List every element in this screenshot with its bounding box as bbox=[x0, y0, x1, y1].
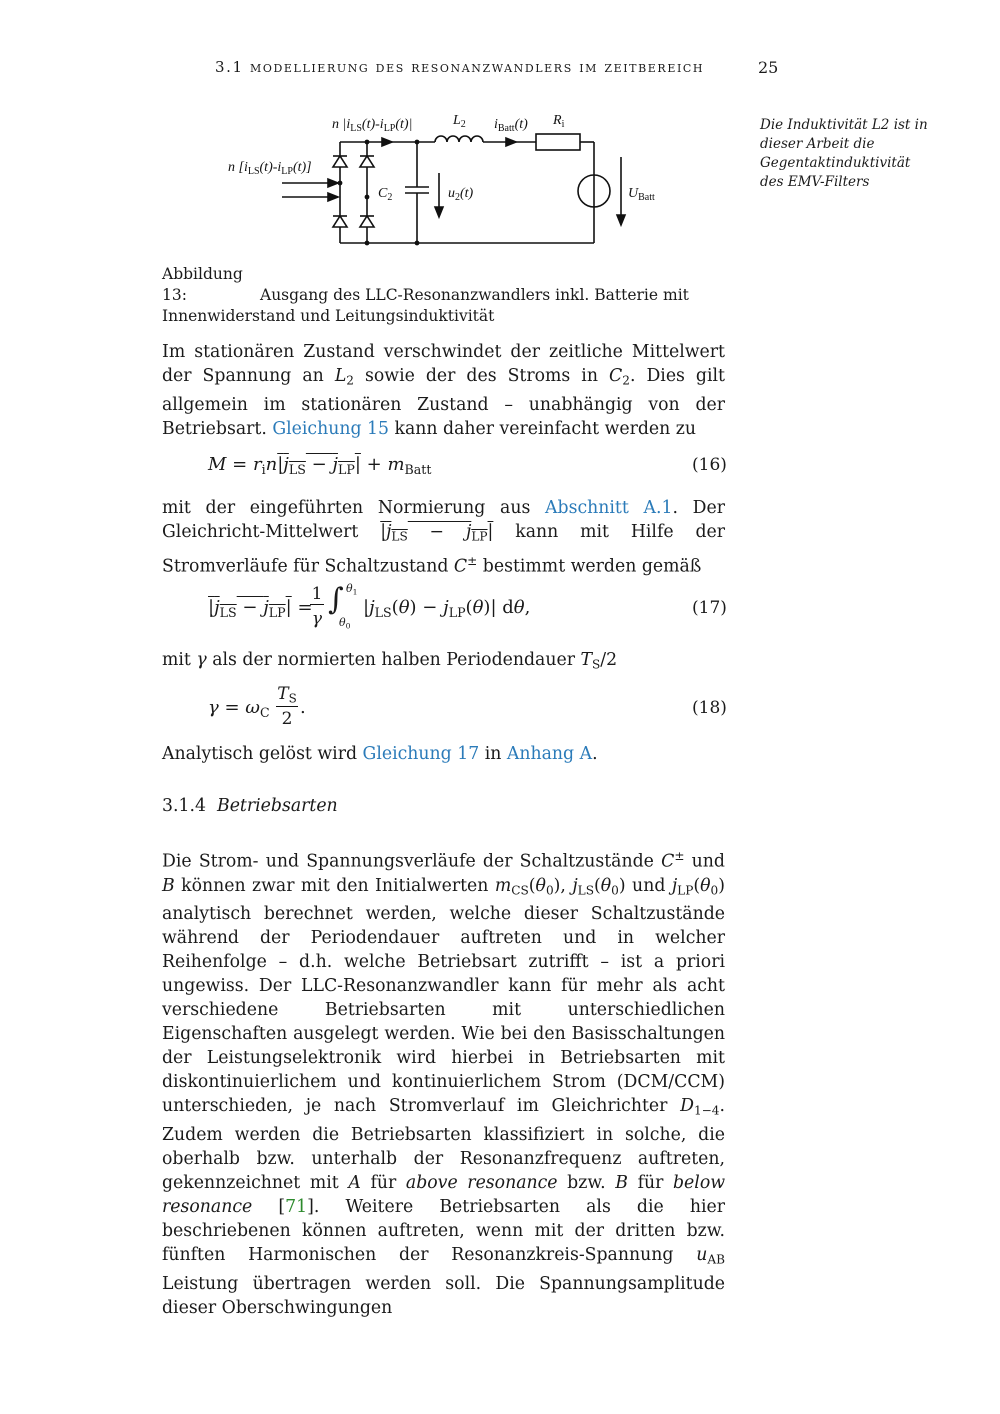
ubatt-arrow bbox=[617, 215, 625, 225]
link-gleichung-17[interactable]: Gleichung 17 bbox=[362, 744, 480, 764]
resistor-ri bbox=[536, 134, 580, 150]
diode-d4 bbox=[360, 216, 374, 227]
input-arrow-top bbox=[328, 179, 338, 187]
inductor-l2 bbox=[435, 136, 483, 142]
paragraph-1: Im stationären Zustand verschwindet der zeitliche Mittelwert der Spannung an $L_2$ sowie der des Stroms in $C_2$. Dies gilt allgemein im stationären Zustand – unabhängig von der Betriebsart. Gleichung 15 kann daher vereinfacht werden zu bbox=[162, 342, 725, 439]
label-c2: $C_2$ bbox=[378, 186, 393, 203]
circuit-diagram bbox=[220, 105, 680, 255]
paragraph-3: mit γ als der normierten halben Periodendauer $T_S/2$ bbox=[162, 650, 618, 672]
input-arrow-bottom bbox=[328, 193, 338, 201]
page-number: 25 bbox=[758, 58, 779, 77]
link-anhang-a[interactable]: Anhang A bbox=[506, 744, 593, 764]
equation-17: $|j_{LS} - j_{LP}|$ = 1 γ ∫ $\theta_1$ $\theta_0$ $|j_{LS}(\theta) - j_{LP}(\theta)|$ dθ, bbox=[208, 582, 531, 631]
section-number: 3.1.4 bbox=[162, 796, 206, 816]
link-gleichung-15[interactable]: Gleichung 15 bbox=[272, 418, 390, 439]
battery-current-arrow bbox=[506, 138, 516, 146]
equation-16: $M = r_in|j_{LS} - j_{LP}| + m_{Batt}$ bbox=[208, 454, 432, 477]
label-battery-current: $i_{Batt}(t)$ bbox=[494, 117, 528, 134]
citation-71[interactable]: 71 bbox=[285, 1196, 308, 1217]
section-heading bbox=[162, 796, 338, 816]
rectified-current-arrow bbox=[382, 138, 392, 146]
running-header: 3.1 modellierung des resonanzwandlers im zeitbereich bbox=[215, 58, 705, 76]
label-ri: $R_i$ bbox=[553, 113, 565, 130]
paragraph-5: Die Strom- und Spannungsverläufe der Schaltzustände C± und B können zwar mit den Initialwerten $m_{CS}(\theta_0)$, $j_{LS}(\theta_0)$ und $j_{LP}(\theta_0)$ analytisch berechnet werden, welche dieser Schaltzustände während der Periodendauer auftreten und in welcher Reihenfolge – d.h. welche Betriebsart zutrifft – ist a priori ungewiss. Der LLC-Resonanzwandler kann für mehr als acht verschiedene Betriebsarten mit unterschiedlichen Eigenschaften ausgelegt werden. Wie bei den Basisschaltungen der Leistungselektronik wird hierbei in Betriebsarten mit diskontinuierlichem und kontinuierlichem Strom (DCM/CCM) unterschieden, je nach Stromverlauf im Gleichrichter $D_{1-4}$. Zudem werden die Betriebsarten klassifiziert in solche, die oberhalb bzw. unterhalb der Resonanzfrequenz auftreten, gekennzeichnet mit A für above resonance bzw. B für below resonance [71]. Weitere Betriebsarten als die hier beschriebenen können auftreten, wenn mit der dritten bzw. fünften Harmonischen der Resonanzkreis-Spannung $u_{AB}$ Leistung übertragen werden soll. Die Spannungsamplitude dieser Oberschwingungen bbox=[162, 849, 726, 1318]
equation-number-18: (18) bbox=[692, 698, 727, 718]
diode-d1 bbox=[333, 156, 347, 167]
section-title: Betriebsarten bbox=[217, 796, 338, 816]
figure-caption bbox=[162, 264, 728, 327]
link-abschnitt-a1[interactable]: Abschnitt A.1 bbox=[545, 498, 673, 518]
equation-number-17: (17) bbox=[692, 598, 727, 618]
paragraph-2: mit der eingeführten Normierung aus Abschnitt A.1. Der Gleichricht-Mittelwert $|j_{LS} - j_{LP}|$ kann mit Hilfe der Stromverläufe für Schaltzustand C± bestimmt werden gemäß bbox=[162, 498, 725, 577]
diode-d3 bbox=[333, 216, 347, 227]
caption-label: Abbildung 13: bbox=[162, 265, 243, 304]
equation-18: $\gamma = \omega_C$ $T_S$ 2 . bbox=[208, 684, 306, 729]
margin-note: Die Induktivität L2 ist in dieser Arbeit die Gegentaktinduktivität des EMV-Filters bbox=[760, 117, 928, 190]
paragraph-4: Analytisch gelöst wird Gleichung 17 in Anhang A. bbox=[162, 744, 598, 764]
diode-d2 bbox=[360, 156, 374, 167]
u2-arrow bbox=[435, 207, 443, 217]
label-rectified-current: n $|i_{LS}(t)-i_{LP}(t)|$ bbox=[332, 117, 413, 134]
equation-number-16: (16) bbox=[692, 455, 727, 475]
label-l2: $L_2$ bbox=[453, 113, 466, 130]
label-input-current: n $[i_{LS}(t)-i_{LP}(t)]$ bbox=[228, 160, 312, 177]
caption-text: Ausgang des LLC-Resonanzwandlers inkl. Batterie mit Innenwiderstand und Leitungsinduktivität bbox=[162, 286, 689, 325]
label-u2: $u_2(t)$ bbox=[448, 186, 474, 203]
label-ubatt: $U_{Batt}$ bbox=[628, 186, 655, 203]
